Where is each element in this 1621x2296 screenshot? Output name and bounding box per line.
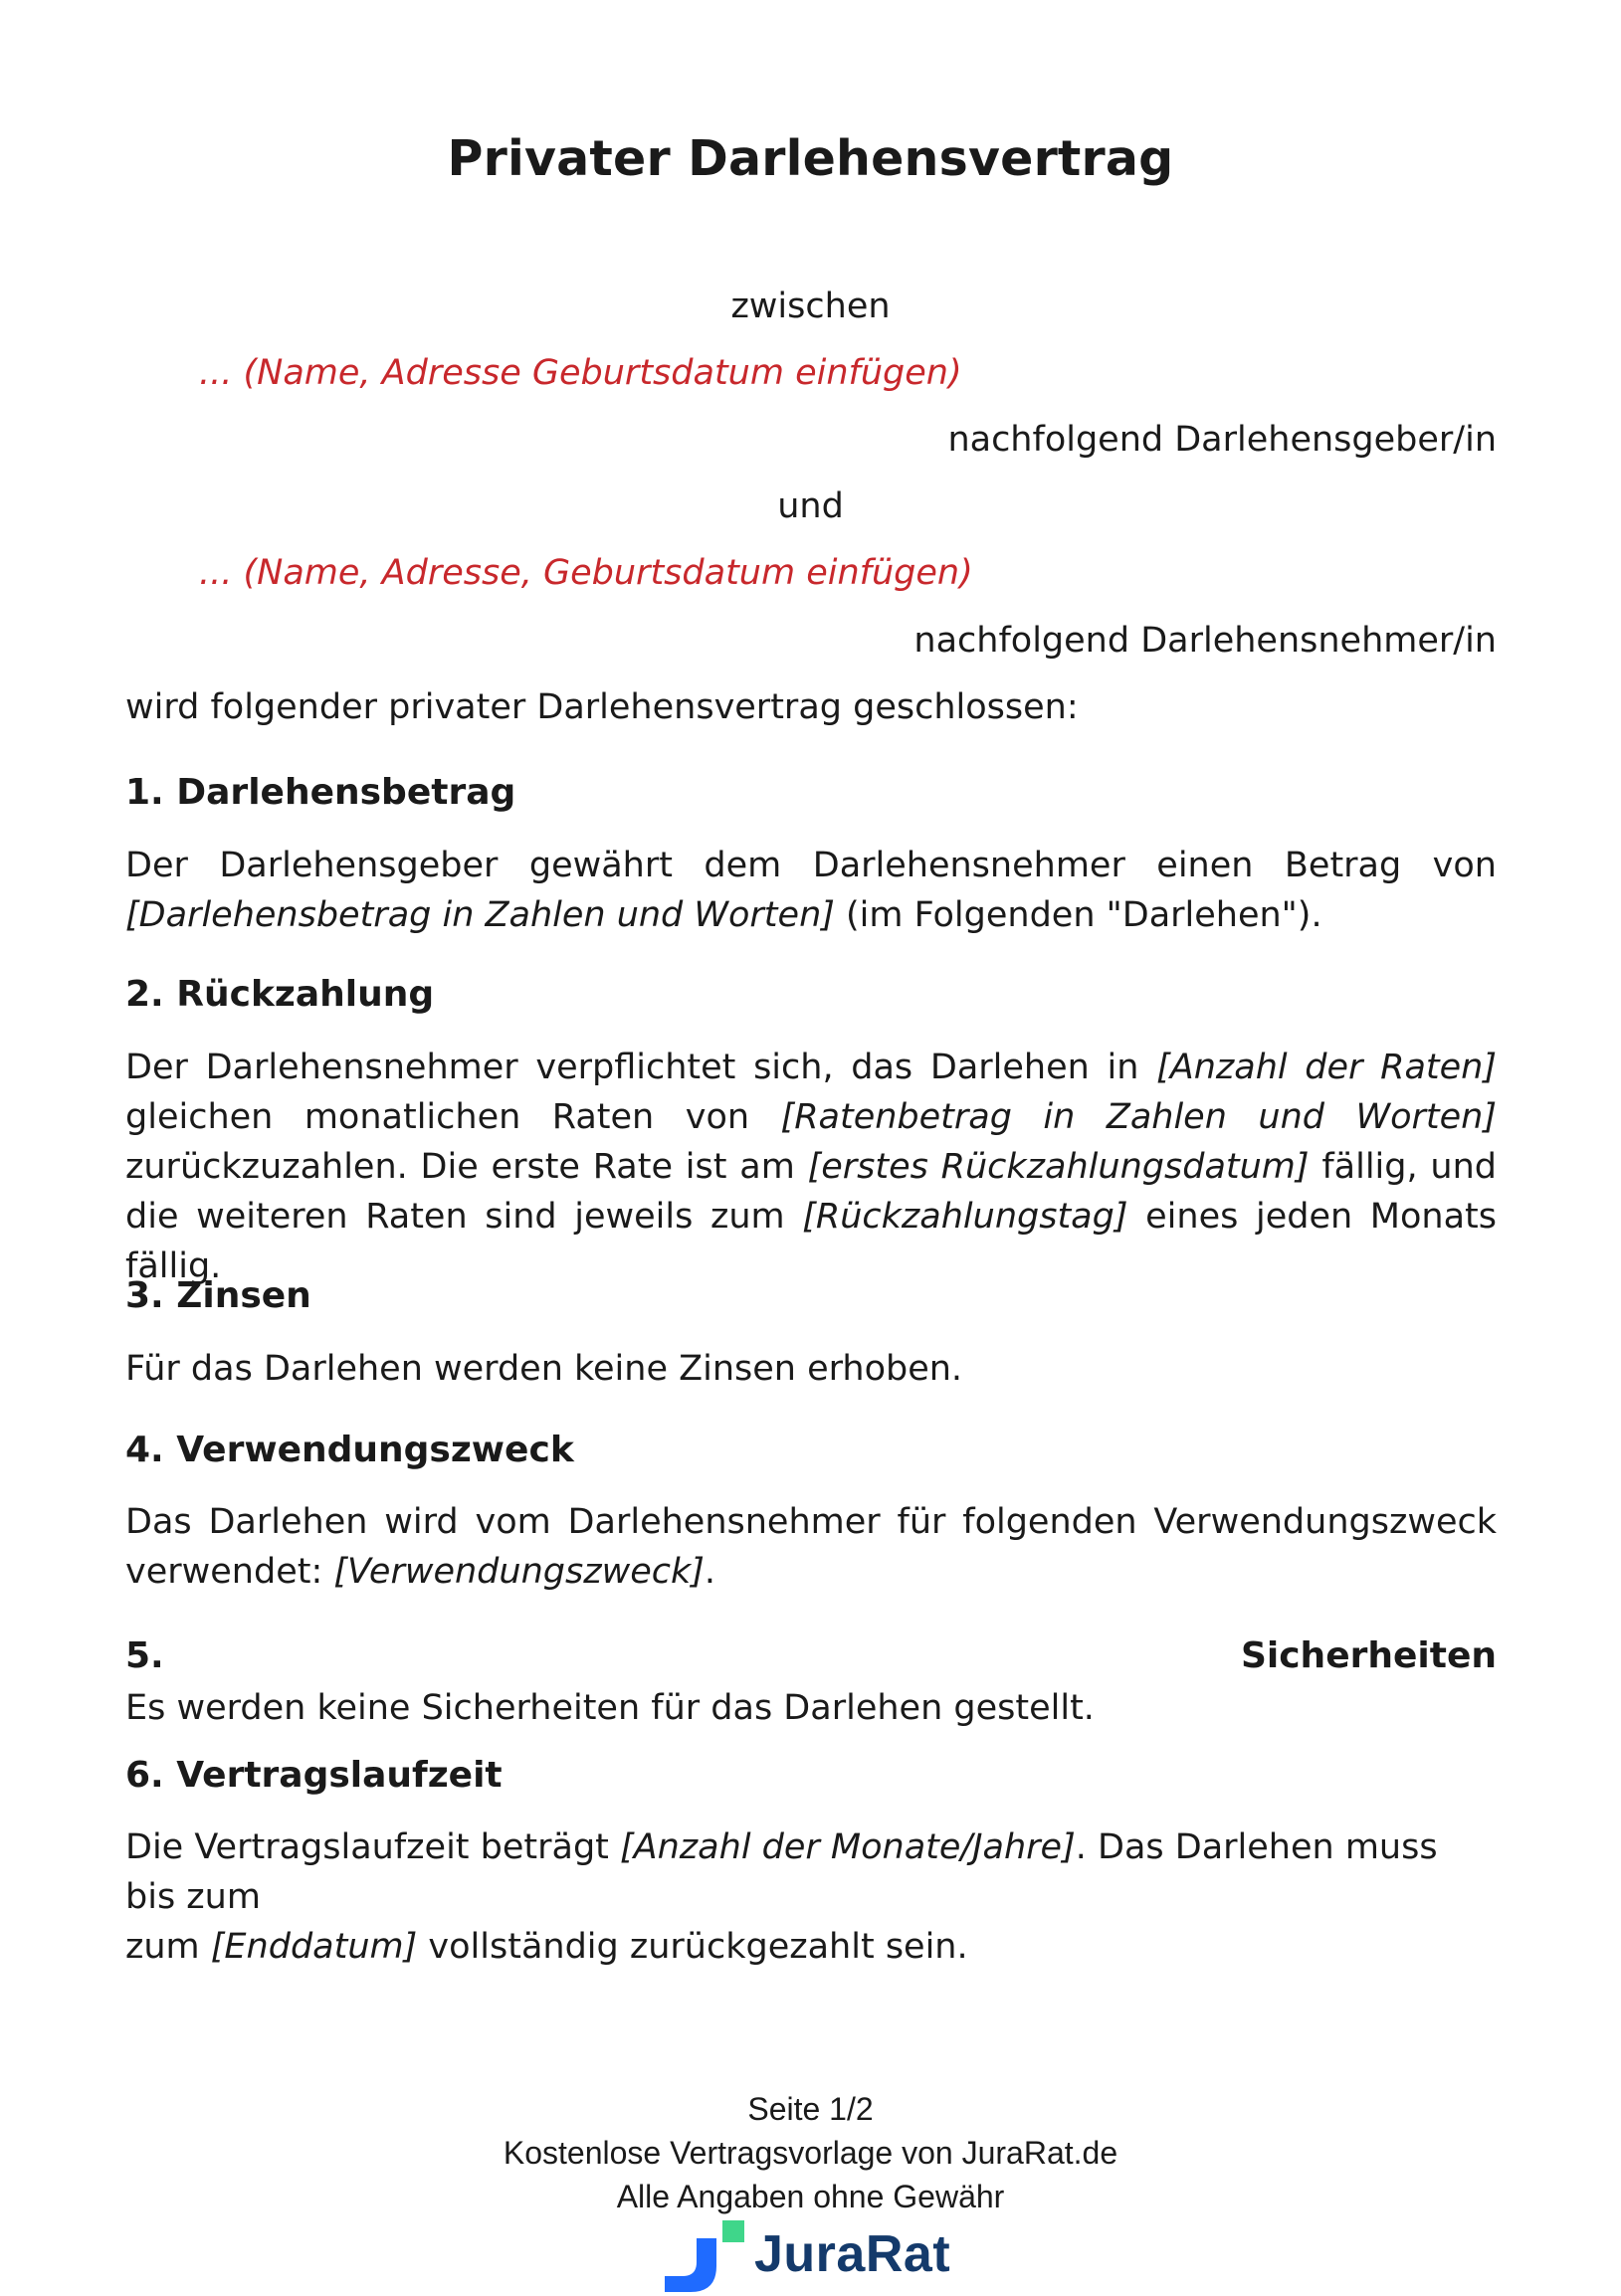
- section-body: Für das Darlehen werden keine Zinsen erhoben.: [125, 1349, 963, 1389]
- section-heading: 1. Darlehensbetrag: [125, 772, 516, 813]
- section-heading: 4. Verwendungszweck: [125, 1430, 574, 1470]
- party2-placeholder: ... (Name, Adresse, Geburtsdatum einfügen): [199, 553, 973, 593]
- placeholder-text: [Rückzahlungstag]: [802, 1197, 1128, 1237]
- placeholder-text: [Enddatum]: [210, 1927, 418, 1967]
- placeholder-text: [Darlehensbetrag in Zahlen und Worten]: [125, 895, 835, 935]
- section-body-line: [Darlehensbetrag in Zahlen und Worten] (im Folgenden "Darlehen").: [125, 895, 1322, 935]
- jurarat-logo-icon: [665, 2216, 750, 2292]
- party1-placeholder: ... (Name, Adresse Geburtsdatum einfügen): [199, 353, 962, 393]
- page-number: Seite 1/2: [747, 2091, 874, 2127]
- section-heading: 2. Rückzahlung: [125, 974, 435, 1015]
- document-title: Privater Darlehensvertrag: [447, 130, 1174, 187]
- intro-text: wird folgender privater Darlehensvertrag geschlossen:: [125, 687, 1079, 727]
- placeholder-text: [Verwendungszweck]: [333, 1552, 705, 1592]
- section-heading: 6. Vertragslaufzeit: [125, 1755, 503, 1796]
- section-body: [125, 841, 1497, 940]
- section-body: Das Darlehen wird vom Darlehensnehmer für folgenden Verwendungszweck verwendet: [Verwendungszweck].: [125, 1502, 1497, 1592]
- section-body: Es werden keine Sicherheiten für das Darlehen gestellt.: [125, 1688, 1095, 1728]
- footer-line: Alle Angaben ohne Gewähr: [616, 2179, 1005, 2214]
- section-heading: 3. Zinsen: [125, 1275, 311, 1316]
- section-body-line: Der Darlehensgeber gewährt dem Darlehensnehmer einen Betrag von: [125, 846, 1497, 885]
- placeholder-text: [erstes Rückzahlungsdatum]: [807, 1147, 1310, 1187]
- party2-role: nachfolgend Darlehensnehmer/in: [913, 621, 1497, 661]
- footer: [0, 2087, 1621, 2218]
- zwischen-label: zwischen: [730, 287, 891, 326]
- section-heading-word: Sicherheiten: [1240, 1635, 1497, 1676]
- party1-role: nachfolgend Darlehensgeber/in: [947, 420, 1497, 460]
- section-heading-number: 5.: [125, 1635, 164, 1676]
- placeholder-text: [Anzahl der Raten]: [1156, 1048, 1497, 1087]
- jurarat-logo-text: JuraRat: [754, 2225, 951, 2283]
- section-body: Der Darlehensnehmer verpflichtet sich, das Darlehen in [Anzahl der Raten] gleichen monatlichen Raten von [Ratenbetrag in Zahlen und Worten] zurückzuzahlen. Die erste Rate ist am [erstes Rückzahlungsdatum] fällig, und die weiteren Raten sind jeweils zum [Rückzahlungstag] eines jeden Monats fällig.: [125, 1048, 1497, 1286]
- footer-line: Kostenlose Vertragsvorlage von JuraRat.de: [503, 2135, 1118, 2171]
- placeholder-text: [Anzahl der Monate/Jahre]: [620, 1827, 1076, 1867]
- jurarat-logo: [665, 2216, 963, 2292]
- placeholder-text: [Ratenbetrag in Zahlen und Worten]: [780, 1097, 1497, 1137]
- und-label: und: [777, 486, 844, 526]
- section-body: Die Vertragslaufzeit beträgt [Anzahl der Monate/Jahre]. Das Darlehen muss bis zum zum [Enddatum] vollständig zurückgezahlt sein.: [125, 1827, 1438, 1967]
